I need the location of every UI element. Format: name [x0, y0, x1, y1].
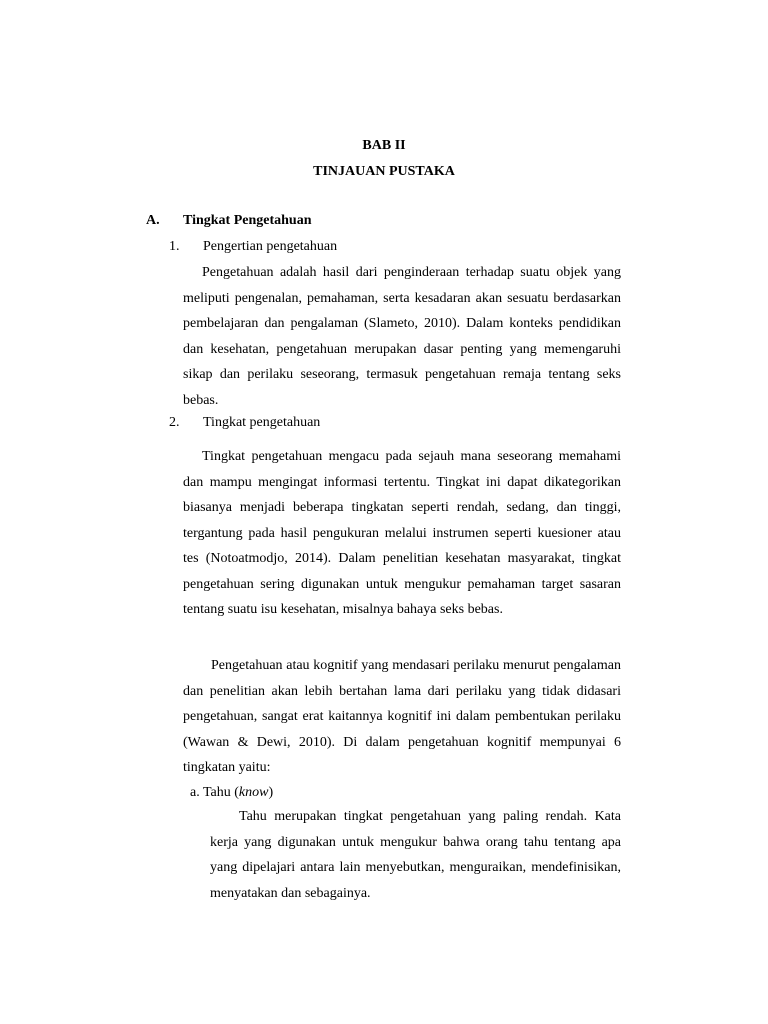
subsection-2-paragraph-2: Pengetahuan atau kognitif yang mendasari perilaku menurut pengalaman dan penelitian akan lebih bertahan lama dari perilaku yang tidak didasari pengetahuan, sangat erat kaitannya kognitif ini dalam pembentukan perilaku (Wawan & Dewi, 2010). Di dalam pengetahuan kognitif mempunyai 6 tingkatan yaitu:: [183, 658, 621, 775]
chapter-title: TINJAUAN PUSTAKA: [313, 164, 455, 179]
section-title: Tingkat Pengetahuan: [183, 213, 312, 228]
level-a-text-end: ): [268, 785, 274, 800]
subsection-2-paragraph-1: Tingkat pengetahuan mengacu pada sejauh mana seseorang memahami dan mampu mengingat informasi tertentu. Tingkat ini dapat dikategorikan biasanya menjadi beberapa tingkatan seperti rendah, sedang, dan tinggi, tergantung pada hasil pengukuran melalui instrumen seperti kuesioner atau tes (Notoatmodjo, 2014). Dalam penelitian kesehatan masyarakat, tingkat pengetahuan sering digunakan untuk mengukur pemahaman target sasaran tentang suatu isu kesehatan, misalnya bahaya seks bebas.: [183, 449, 621, 617]
level-a-italic: know: [238, 785, 269, 800]
level-a-paragraph: Tahu merupakan tingkat pengetahuan yang paling rendah. Kata kerja yang digunakan untuk mengukur bahwa orang tahu tentang apa yang dipelajari antara lain menyebutkan, menguraikan, mendefinisikan, menyatakan dan sebagainya.: [210, 809, 621, 901]
subsection-1-number: 1.: [169, 239, 180, 254]
level-a-label: [190, 784, 273, 802]
subsection-1-title: Pengertian pengetahuan: [203, 239, 338, 254]
subsection-2-number: 2.: [169, 415, 180, 430]
section-letter: A.: [146, 213, 160, 228]
subsection-1-paragraph: Pengetahuan adalah hasil dari penginderaan terhadap suatu objek yang meliputi pengenalan, pemahaman, serta kesadaran akan sesuatu berdasarkan pembelajaran dan pengalaman (Slameto, 2010). Dalam konteks pendidikan dan kesehatan, pengetahuan merupakan dasar penting yang memengaruhi sikap dan perilaku seseorang, termasuk pengetahuan remaja tentang seks bebas.: [183, 265, 621, 408]
subsection-2-title: Tingkat pengetahuan: [203, 415, 321, 430]
level-a-text: Tahu (: [202, 785, 239, 800]
chapter-number: BAB II: [362, 138, 406, 153]
level-a-marker: a.: [190, 785, 200, 800]
